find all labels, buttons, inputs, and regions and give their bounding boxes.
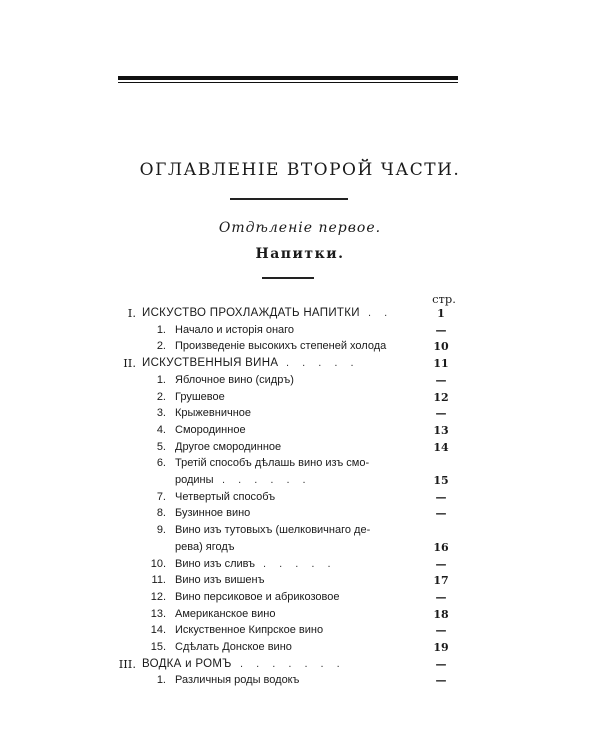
toc-entry-text: Искуственное Кипрское вино bbox=[175, 624, 324, 637]
toc-entry-row bbox=[0, 505, 600, 522]
page-title: ОГЛАВЛЕНІЕ ВТОРОЙ ЧАСТИ. bbox=[139, 160, 461, 180]
toc-chapter-row bbox=[0, 355, 600, 372]
toc-entry-page: 11 bbox=[433, 357, 449, 371]
toc-entry-text: Яблочное вино (сидръ) bbox=[175, 373, 294, 386]
toc-entry-number: 1. bbox=[156, 323, 166, 336]
toc-entry-row bbox=[0, 606, 600, 623]
toc-entry-leader-dots: . . . . . . bbox=[222, 474, 311, 486]
toc-entry-row bbox=[0, 422, 600, 439]
toc-entry-page: 17 bbox=[433, 574, 449, 588]
toc-entry-page: 13 bbox=[433, 423, 449, 437]
toc-entry-page: — bbox=[435, 557, 447, 571]
toc-entry-page: — bbox=[435, 407, 447, 421]
toc-entry-text: ИСКУСТВО ПРОХЛАЖДАТЬ НАПИТКИ bbox=[142, 307, 360, 319]
toc-chapter-row bbox=[0, 305, 600, 322]
toc-entry-row bbox=[0, 372, 600, 389]
toc-entry-row bbox=[0, 672, 600, 689]
toc-entry-leader-dots: . . bbox=[368, 307, 393, 319]
toc-entry-page: 16 bbox=[433, 540, 449, 554]
toc-entry-text: Вино изъ сливъ bbox=[175, 557, 256, 570]
toc-entry-row bbox=[0, 455, 600, 472]
toc-entry-number: 9. bbox=[156, 524, 166, 537]
toc-entry-text: Произведеніе высокихъ степеней холода bbox=[175, 340, 387, 353]
toc-entry-text: Сдѣлать Донское вино bbox=[175, 641, 292, 653]
toc-entry-number: 3. bbox=[156, 407, 166, 420]
toc-entry-number: 1. bbox=[156, 373, 166, 386]
toc-entry-text: Вино персиковое и абрикозовое bbox=[175, 590, 340, 603]
toc-entry-number: 4. bbox=[156, 423, 166, 436]
toc-entry-text: ВОДКА и РОМЪ bbox=[142, 657, 232, 670]
toc-entry-number: 10. bbox=[150, 557, 166, 570]
toc-entry-page: 14 bbox=[433, 440, 449, 454]
toc-entry-leader-dots: . . . . . . . bbox=[240, 657, 345, 670]
toc-entry-number: III. bbox=[118, 656, 136, 671]
toc-entry-text: Четвертый способъ bbox=[175, 490, 276, 503]
toc-entry-page: — bbox=[435, 674, 447, 688]
toc-entry-text: Вино изъ вишенъ bbox=[175, 574, 265, 587]
subtitle-rule bbox=[262, 277, 314, 279]
toc-entry-number: 6. bbox=[156, 457, 166, 470]
toc-entry-text: Грушевое bbox=[175, 390, 225, 403]
toc-entry-text: Смородинное bbox=[175, 423, 246, 436]
toc-entry-page: — bbox=[435, 490, 447, 504]
toc-entry-row bbox=[0, 589, 600, 606]
toc-entry-text: Крыжевничное bbox=[175, 407, 252, 420]
title-rule bbox=[230, 198, 348, 200]
toc-entry-number: II. bbox=[123, 356, 136, 371]
toc-entry-row bbox=[0, 489, 600, 506]
toc-entry-text: Различныя роды водокъ bbox=[175, 674, 300, 687]
toc-chapter-row bbox=[0, 656, 600, 673]
toc-entry-page: — bbox=[435, 624, 447, 638]
subtitle: Напитки. bbox=[255, 246, 345, 262]
toc-entry-number: 2. bbox=[156, 390, 166, 403]
toc-entry-text: Начало и исторія онаго bbox=[175, 323, 295, 336]
toc-entry-number: 2. bbox=[156, 340, 166, 353]
toc-entry-number: 8. bbox=[156, 507, 166, 520]
toc-entry-page: 19 bbox=[433, 641, 449, 654]
toc-entry-row bbox=[0, 389, 600, 406]
toc-entry-row bbox=[0, 639, 600, 656]
toc-entry-number: 7. bbox=[156, 490, 166, 503]
toc-entry-page: 10 bbox=[433, 340, 449, 354]
toc-entry-row bbox=[0, 572, 600, 589]
toc-entry-page: 15 bbox=[433, 474, 449, 487]
toc-entry-row bbox=[0, 522, 600, 539]
toc-entry-number: 13. bbox=[150, 607, 166, 620]
toc-entry-number: I. bbox=[127, 306, 136, 320]
header-rule-thin bbox=[118, 82, 458, 83]
toc-entry-number: 5. bbox=[156, 440, 166, 453]
toc-entry-page: — bbox=[435, 323, 447, 337]
section-heading: Отдѣленіе первое. bbox=[218, 220, 382, 236]
toc-entry-page: 18 bbox=[433, 607, 449, 621]
toc-entry-page: — bbox=[435, 373, 447, 387]
toc-entry-text: Вино изъ тутовыхъ (шелковичнаго де- bbox=[175, 524, 371, 537]
page-column-label: стр. bbox=[432, 292, 456, 306]
toc-entry-row bbox=[0, 405, 600, 422]
toc-entry-row bbox=[0, 322, 600, 339]
toc-entry-leader-dots: . . . . . bbox=[286, 357, 359, 370]
toc-entry-row bbox=[0, 439, 600, 456]
toc-entry-leader-dots: . . . . . bbox=[263, 557, 336, 570]
toc-entry-text: родины bbox=[175, 474, 214, 486]
toc-entry-text: рева) ягодъ bbox=[175, 540, 235, 553]
toc-entry-page: — bbox=[435, 657, 447, 671]
toc-entry-page: 12 bbox=[433, 390, 449, 404]
toc-entry-text: Третій способъ дѣлашь вино изъ смо- bbox=[175, 457, 370, 470]
toc-entry-row bbox=[0, 539, 600, 556]
toc-entry-text: Американское вино bbox=[175, 607, 276, 620]
toc-entry-page: — bbox=[435, 507, 447, 521]
toc-entry-text: Бузинное вино bbox=[175, 507, 251, 520]
toc-entry-row bbox=[0, 338, 600, 355]
toc-entry-number: 14. bbox=[150, 624, 166, 637]
toc-entry-number: 15. bbox=[150, 641, 166, 653]
toc-entry-number: 12. bbox=[150, 590, 166, 603]
toc-entry-number: 1. bbox=[156, 674, 166, 687]
toc-entry-row bbox=[0, 622, 600, 639]
toc-entry-page: — bbox=[435, 590, 447, 604]
toc-entry-number: 11. bbox=[151, 574, 166, 587]
toc-entry-row bbox=[0, 556, 600, 573]
toc-entry-text: ИСКУСТВЕННЫЯ ВИНА bbox=[142, 357, 279, 370]
header-rule-thick bbox=[118, 76, 458, 80]
header-rule bbox=[118, 76, 458, 83]
toc-entry-text: Другое смородинное bbox=[175, 440, 282, 453]
toc-entry-row bbox=[0, 472, 600, 489]
toc-entry-page: 1 bbox=[437, 307, 445, 320]
